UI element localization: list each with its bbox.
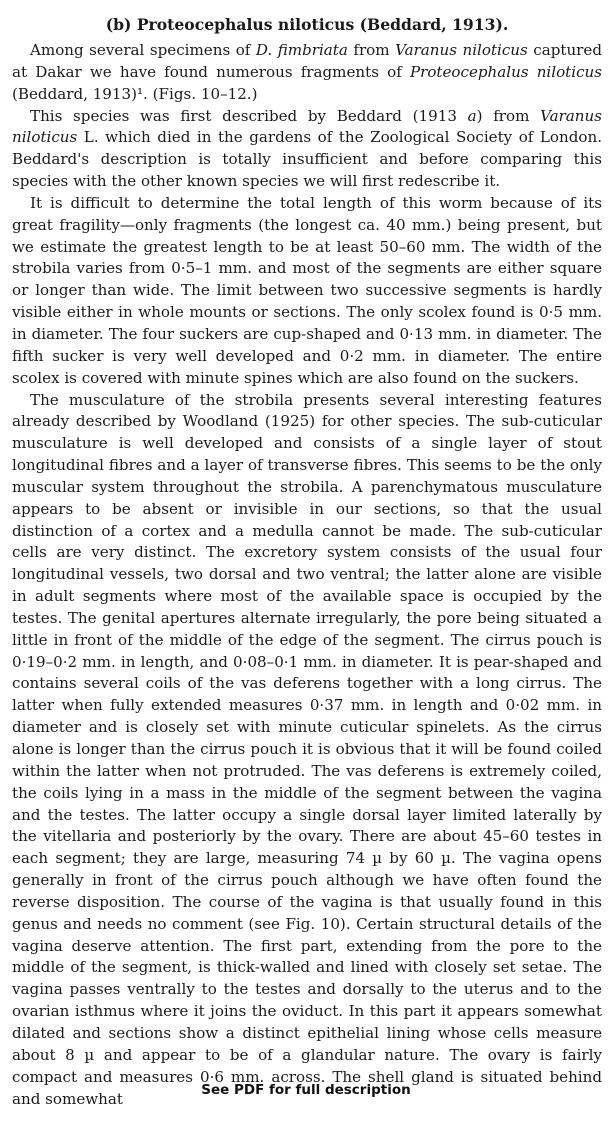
text-run: (Beddard, 1913)¹. (Figs. 10–12.) — [12, 84, 258, 103]
section-heading — [12, 14, 602, 36]
heading-species-name: Proteocephalus niloticus — [136, 15, 355, 34]
see-pdf-notice: See PDF for full description — [201, 1082, 411, 1098]
italic-text: Proteocephalus niloticus — [409, 62, 602, 81]
text-run: ) from — [476, 106, 541, 125]
body-text — [12, 40, 602, 1110]
text-run: Among several specimens of — [30, 41, 256, 59]
heading-prefix: (b) — [105, 15, 137, 34]
italic-text: D. fimbriata — [255, 41, 348, 59]
italic-text: Varanus niloticus — [395, 41, 528, 59]
text-run: The musculature of the strobila presents several interesting features already described by Woodland (1925) for other species. The sub-cuticular musculature is well developed and consists of a single layer of stout longitudinal fibres and a layer of transverse fibres. This seems to be the only muscular system throughout the strobila. A parenchymatous musculature appears to be absent or invisible in our sections, so that the usual distinction of a cortex and a medulla cannot be made. The sub-cuticular cells are very distinct. The excretory system consists of the usual four longitudinal vessels, two dorsal and two ventral; the latter alone are visible in adult segments where most of the available space is occupied by the testes. The genital apertures alternate irregularly, the pore being situated a little in front of the middle of the edge of the segment. The cirrus pouch is 0·19–0·2 mm. in length, and 0·08–0·1 mm. in diameter. It is pear-shaped and contains several coils of the vas deferens together with a long cirrus. The latter when fully extended measures 0·37 mm. in length and 0·02 mm. in diameter and is closely set with minute cuticular spinelets. As the cirrus alone is longer than the cirrus pouch it is obvious that it will be found coiled within the latter when not protruded. The vas deferens is extremely coiled, the coils lying in a mass in the middle of the segment between the vagina and the testes. The latter occupy a single dorsal layer limited laterally by the vitellaria and posteriorly by the ovary. There are about 45–60 testes in each segment; they are large, measuring 74 µ by 60 µ. The vagina opens generally in front of the cirrus pouch although we have often found the reverse disposition. The course of the vagina is that usually found in this genus and needs no comment (see Fig. 10). Certain structural details of the vagina deserve attention. The first part, extending from the pore to the middle of the segment, is thick-walled and lined with closely set setae. The vagina passes ventrally to the testes and dorsally to the uterus and to the ovarian isthmus where it joins the oviduct. In this part it appears somewhat dilated and sections show a distinct epithelial lining whose cells measure about 8 µ and appear to be of a glandular nature. The ovary is fairly compact and measures 0·6 mm. across. The shell gland is situated behind and somewhat — [12, 390, 602, 1108]
heading-authority: (Beddard, 1913). — [354, 15, 509, 34]
paragraph-2 — [12, 106, 602, 193]
document-page — [12, 14, 602, 1110]
paragraph-3 — [12, 193, 602, 390]
italic-text: Varanus niloticus — [12, 106, 602, 147]
text-run: from — [347, 41, 396, 59]
italic-text: a — [467, 106, 477, 125]
text-run: L. which died in the gardens of the Zoological Society of London. Beddard's description is totally insufficient and before comparing this species with the other known species we will first redescribe it. — [12, 128, 602, 191]
text-run: captured at Dakar we have found numerous fragments of — [12, 41, 602, 81]
paragraph-4 — [12, 390, 602, 1111]
text-run: It is difficult to determine the total length of this worm because of its great fragility—only fragments (the longest ca. 40 mm.) being present, but we estimate the greatest length to be at least 50–60 mm. The width of the strobila varies from 0·5–1 mm. and most of the segments are either square or longer than wide. The limit between two successive segments is hardly visible either in whole mounts or sections. The only scolex found is 0·5 mm. in diameter. The four suckers are cup-shaped and 0·13 mm. in diameter. The fifth sucker is very well developed and 0·2 mm. in diameter. The entire scolex is covered with minute spines which are also found on the suckers. — [12, 193, 602, 387]
text-run: This species was first described by Beddard (1913 — [30, 106, 468, 125]
paragraph-1 — [12, 40, 602, 106]
